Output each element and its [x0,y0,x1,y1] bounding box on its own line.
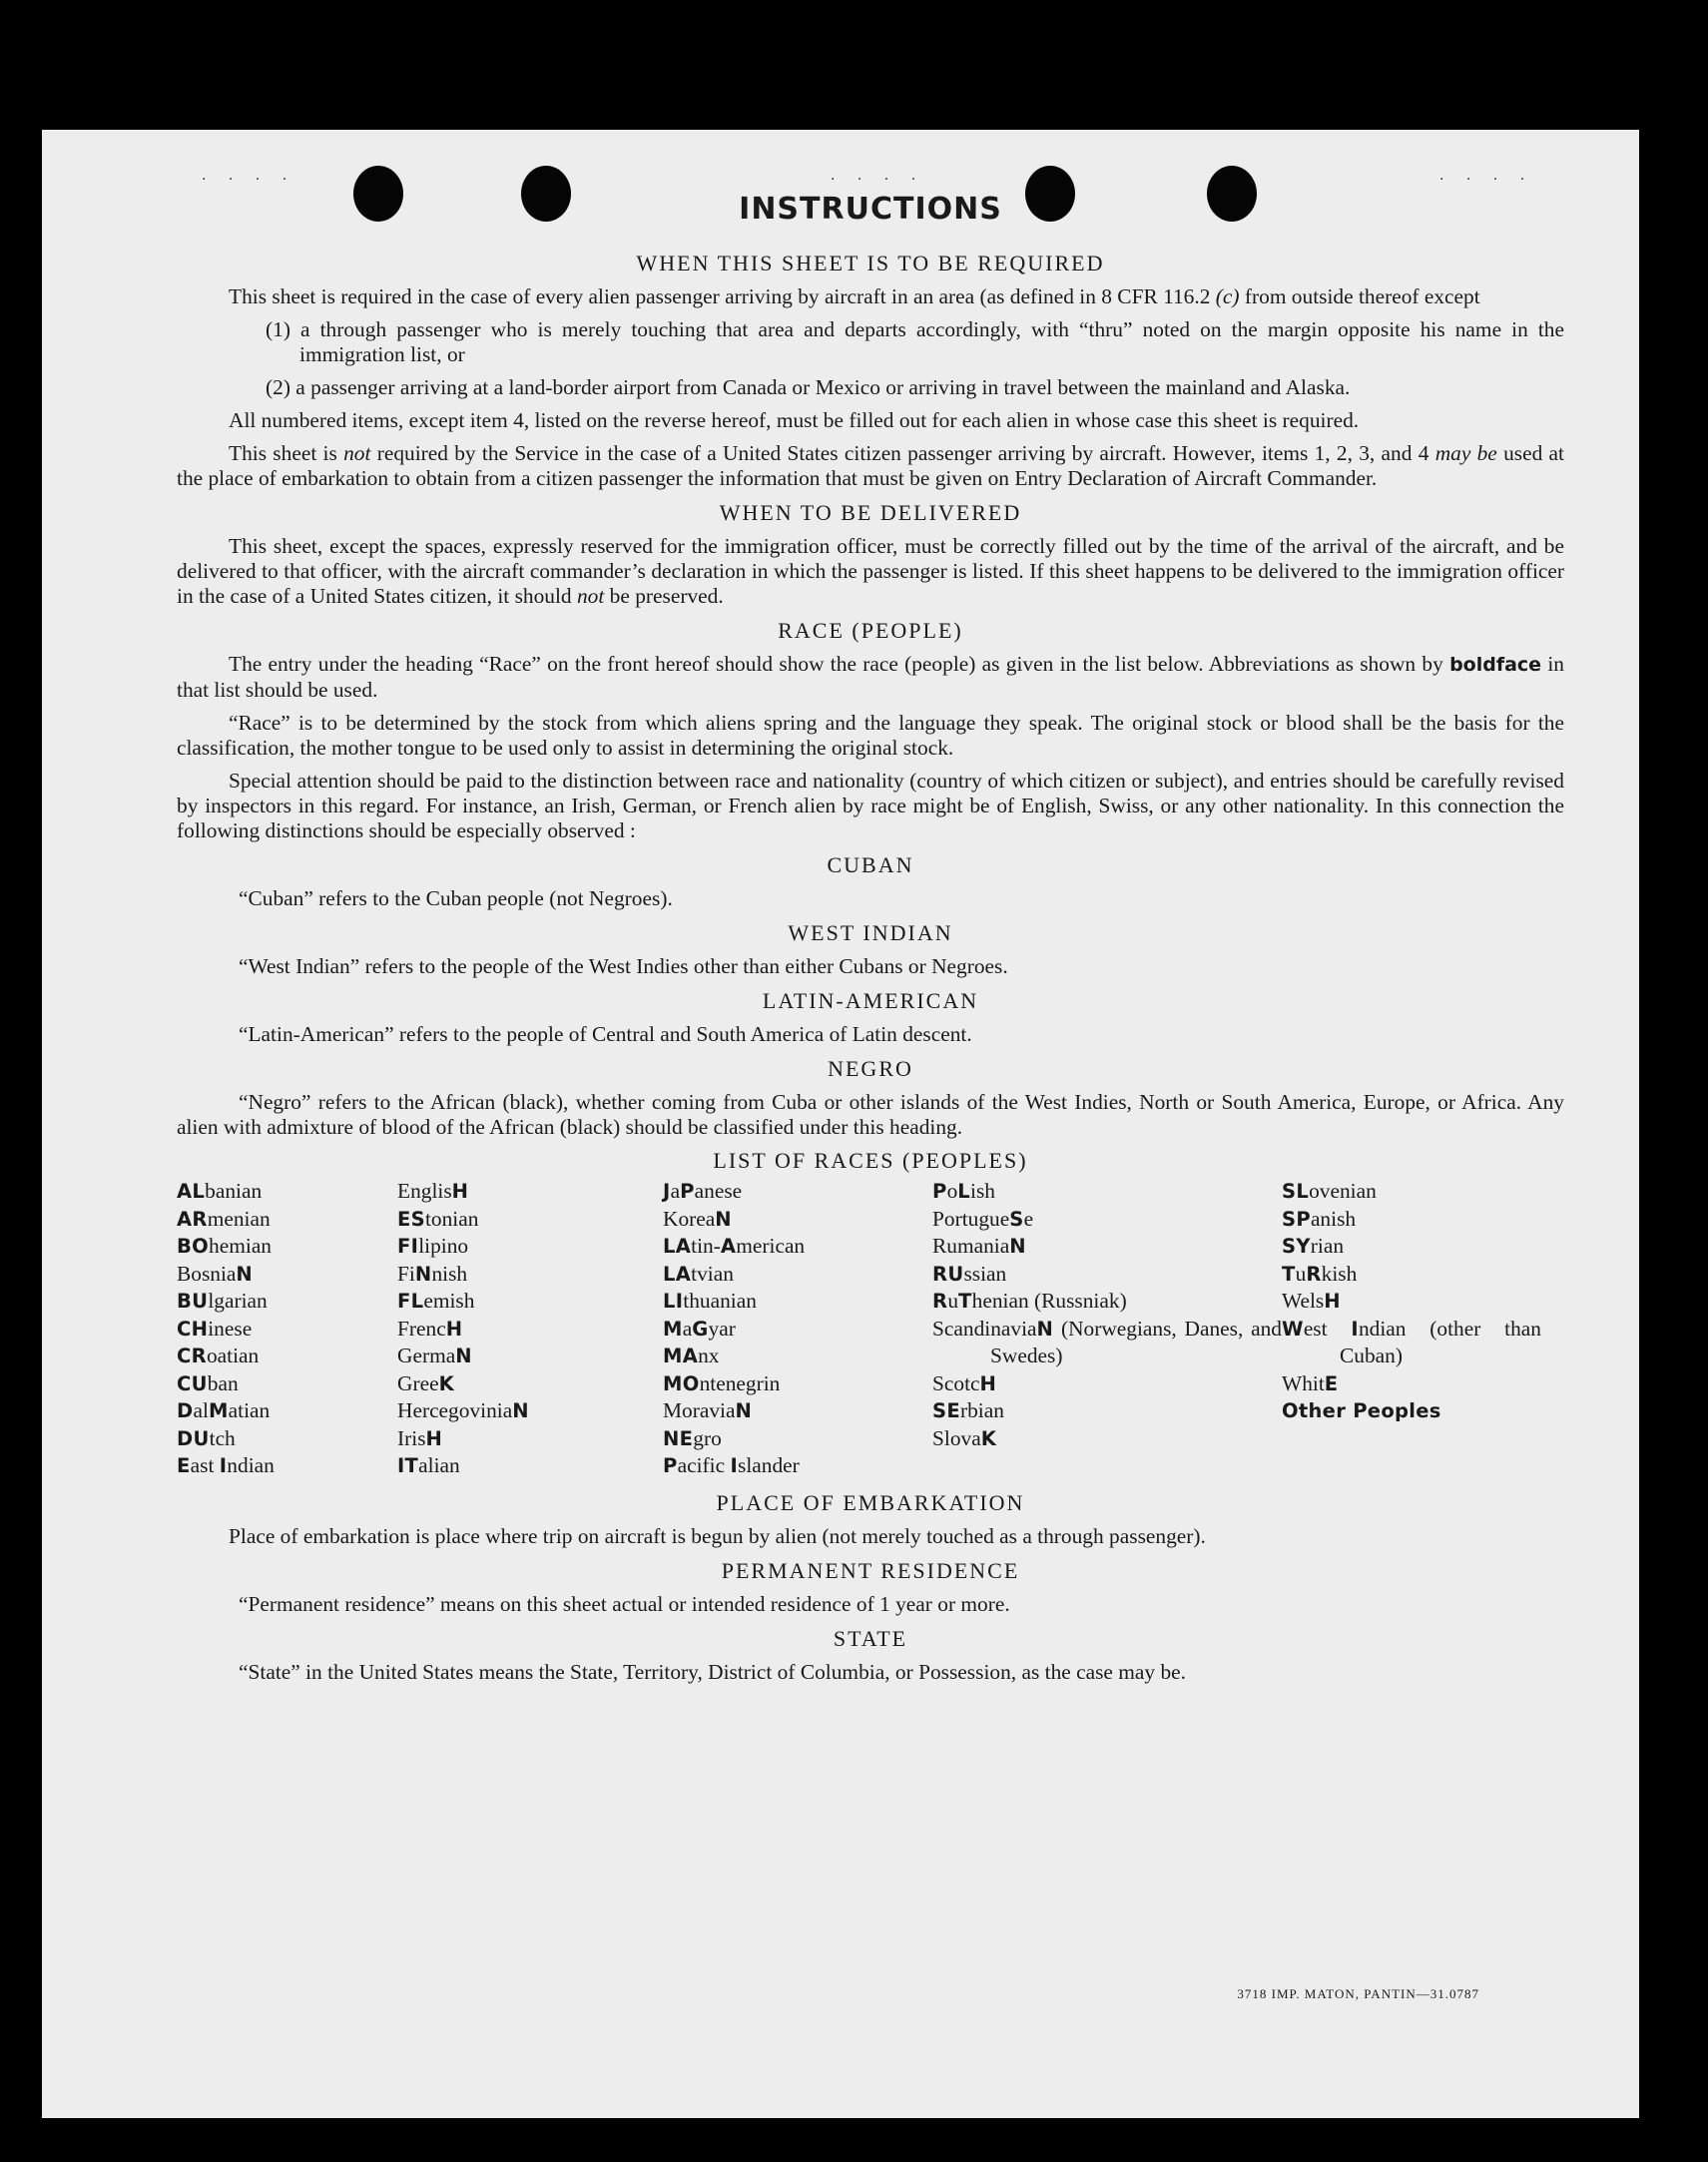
race-entry: MoraviaN [663,1398,753,1422]
residence-definition: “Permanent residence” means on this sheet actual or intended residence of 1 year or more. [239,1591,1010,1616]
race-entry: DUtch [177,1425,236,1450]
printer-footer: 3718 IMP. MATON, PANTIN—31.0787 [1237,1986,1479,2001]
race-entry: KoreaN [663,1206,732,1231]
races-column [663,1178,932,1480]
race-entry: LIthuanian [663,1289,757,1313]
heading-embarkation: PLACE OF EMBARKATION [716,1489,1025,1515]
races-column [1282,1178,1541,1480]
race-entry: CUban [177,1370,239,1395]
race-entry: RuThenian (Russniak) [932,1289,1127,1313]
race-entry: FrencH [397,1316,463,1341]
heading-race: RACE (PEOPLE) [778,618,963,643]
numbered-items-paragraph: All numbered items, except item 4, listed on the reverse hereof, must be filled out for each alien in whose case this sheet is required. [229,408,1360,432]
race-entry: CHinese [177,1316,253,1341]
race-entry: SlovaK [932,1425,997,1450]
races-list [177,1178,1564,1480]
speck-marks: . . . . [1439,168,1534,184]
required-paragraph: This sheet is required in the case of every alien passenger arriving by aircraft in an area (as defined in 8 CFR 116.2 (c) from outside thereof except [229,284,1480,308]
race-entry: West Indian (other than Cuban) [1282,1316,1542,1367]
heading-cuban: CUBAN [827,852,914,877]
latin-american-definition: “Latin-American” refers to the people of Central and South America of Latin descent. [239,1022,972,1046]
race-entry: BOhemian [177,1234,273,1258]
race-paragraph-1: The entry under the heading “Race” on the front hereof should show the race (people) as given in the list below. Abbreviations as shown by boldface in that list should be used. [177,652,1564,702]
race-entry: FiNnish [397,1261,468,1286]
exception-item-2: (2) a passenger arriving at a land-border airport from Canada or Mexico or arriving in travel between the mainland and Alaska. [266,375,1351,399]
race-entry: SPanish [1282,1206,1357,1231]
race-entry: LAtvian [663,1261,734,1286]
race-entry: BosniaN [177,1261,254,1286]
race-entry: Pacific Islander [663,1453,800,1477]
race-entry: EStonian [397,1206,479,1231]
citizen-paragraph: This sheet is not required by the Service in the case of a United States citizen passenger arriving by aircraft. However, items 1, 2, 3, and 4 may be used at the place of embarkation to obtain from a citizen passenger the information that must be given on Entry Declaration of Aircraft Commander. [177,441,1564,490]
heading-west-indian: WEST INDIAN [788,920,953,945]
race-entry: ITalian [397,1453,460,1477]
embarkation-definition: Place of embarkation is place where trip on aircraft is begun by alien (not merely touched as a through passenger). [229,1523,1206,1548]
race-paragraph-2: “Race” is to be determined by the stock from which aliens spring and the language they speak. The original stock or blood shall be the basis for the classification, the mother tongue to be used only to assist in determining the original stock. [177,711,1564,760]
speck-marks: . . . . [831,168,925,184]
race-entry: BUlgarian [177,1289,268,1313]
instructions-body [177,242,1564,1693]
race-entry: MAnx [663,1344,720,1367]
heading-list-of-races: LIST OF RACES (PEOPLES) [713,1148,1028,1173]
race-entry: ALbanian [177,1179,263,1203]
heading-when-required: WHEN THIS SHEET IS TO BE REQUIRED [636,251,1105,275]
race-entry: SYrian [1282,1234,1345,1258]
race-entry: PortugueSe [932,1206,1034,1231]
race-entry: MaGyar [663,1316,736,1341]
race-entry: Other Peoples [1282,1399,1441,1422]
race-entry: RumaniaN [932,1234,1026,1258]
cuban-definition: “Cuban” refers to the Cuban people (not Negroes). [239,886,673,910]
page-title: INSTRUCTIONS [739,192,1002,227]
race-entry: FIlipino [397,1234,469,1258]
heading-state: STATE [833,1625,908,1651]
race-entry: ARmenian [177,1206,271,1231]
speck-marks: . . . . [202,168,296,184]
race-entry: IrisH [397,1425,443,1450]
race-entry: FLemish [397,1289,475,1313]
races-column [932,1178,1282,1480]
race-entry: ScandinaviaN (Norwegians, Danes, and Swedes) [932,1316,1282,1367]
race-entry: TuRkish [1282,1261,1358,1286]
race-entry: SLovenian [1282,1179,1377,1203]
races-column [397,1178,663,1480]
race-entry: NEgro [663,1425,722,1450]
race-entry: WhitE [1282,1370,1339,1395]
exception-item-1: (1) a through passenger who is merely touching that area and departs accordingly, with “thru” noted on the margin opposite his name in the immigration list, or [266,317,1564,366]
race-entry: LAtin-American [663,1234,806,1258]
west-indian-definition: “West Indian” refers to the people of the West Indies other than either Cubans or Negroes. [239,954,1008,978]
race-entry: EnglisH [397,1179,469,1203]
race-entry: JaPanese [663,1179,743,1203]
race-entry: RUssian [932,1261,1007,1286]
heading-when-delivered: WHEN TO BE DELIVERED [719,500,1022,525]
heading-negro: NEGRO [828,1056,913,1081]
negro-definition: “Negro” refers to the African (black), whether coming from Cuba or other islands of the West Indies, North or South America, Europe, or Africa. Any alien with admixture of blood of the African (black) should be classified under this heading. [177,1090,1564,1139]
document-sheet [42,130,1639,2118]
race-entry: PoLish [932,1179,995,1203]
race-entry: East Indian [177,1453,275,1477]
delivered-paragraph: This sheet, except the spaces, expressly reserved for the immigration officer, must be correctly filled out by the time of the arrival of the aircraft, and be delivered to that officer, with the aircraft commander’s declaration in which the passenger is listed. If this sheet happens to be delivered to the immigration officer in the case of a United States citizen, it should not be preserved. [177,534,1564,608]
race-entry: DalMatian [177,1398,271,1422]
heading-latin-american: LATIN-AMERICAN [762,988,979,1013]
race-entry: WelsH [1282,1289,1341,1313]
race-paragraph-3: Special attention should be paid to the distinction between race and nationality (country of which citizen or subject), and entries should be carefully revised by inspectors in this regard. For instance, an Irish, German, or French alien by race might be of English, Swiss, or any other nationality. In this connection the following distinctions should be especially observed : [177,769,1564,842]
race-entry: CRoatian [177,1344,260,1367]
race-entry: GreeK [397,1370,454,1395]
races-column [177,1178,397,1480]
race-entry: SErbian [932,1398,1004,1422]
heading-permanent-residence: PERMANENT RESIDENCE [721,1557,1020,1583]
state-definition: “State” in the United States means the State, Territory, District of Columbia, or Possession, as the case may be. [239,1659,1186,1684]
race-entry: MOntenegrin [663,1370,781,1395]
race-entry: GermaN [397,1344,472,1367]
race-entry: ScotcH [932,1370,997,1395]
race-entry: HercegoviniaN [397,1398,529,1422]
